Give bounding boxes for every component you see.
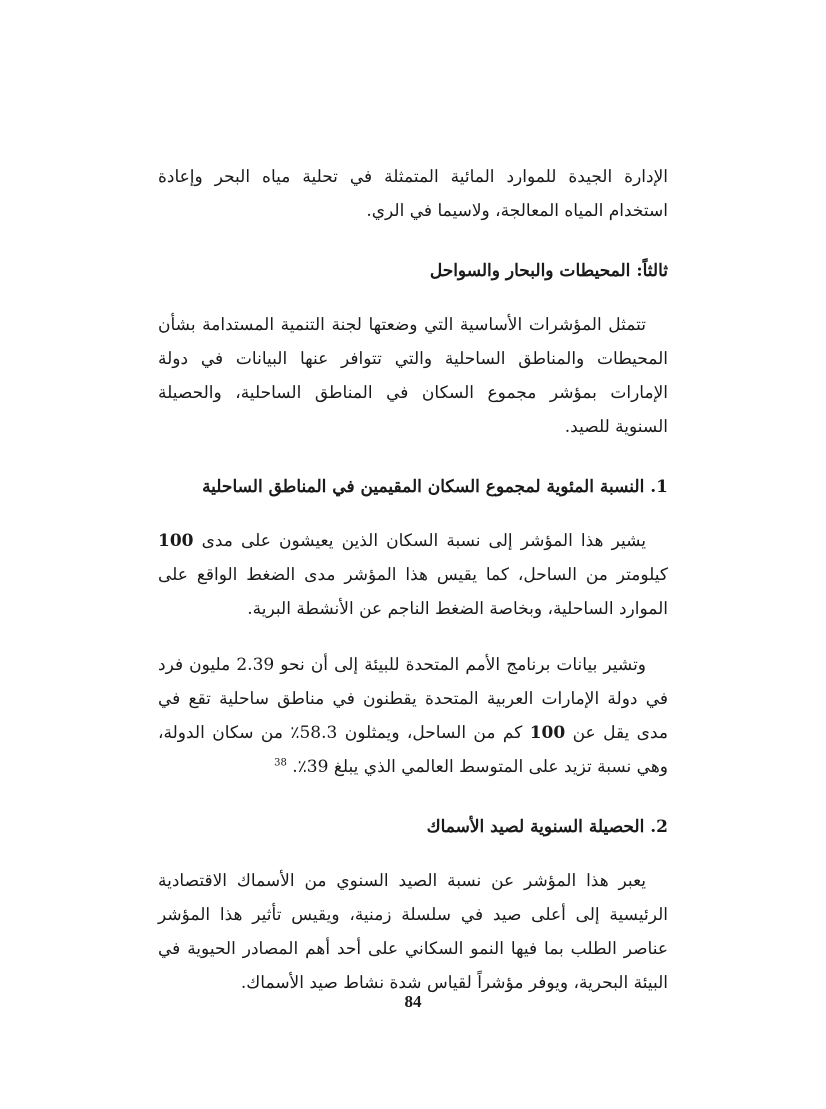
text-run: كم من الساحل، ويمثلون 58.3٪ من سكان الدولة، وهي نسبة تزيد على المتوسط العالمي الذي يبلغ 39٪. [158, 723, 668, 777]
intro-paragraph: الإدارة الجيدة للموارد المائية المتمثلة في تحلية مياه البحر وإعادة استخدام المياه المعالجة، ولاسيما في الري. [158, 167, 668, 221]
text-run: وتشير بيانات برنامج الأمم المتحدة للبيئة إلى أن نحو 2.39 مليون فرد في دولة الإمارات العربية المتحدة يقطنون في مناطق ساحلية تقع في مدى يقل عن [158, 655, 669, 743]
spacer [158, 502, 668, 524]
section-heading-oceans: ثالثاً: المحيطات والبحار والسواحل [429, 261, 668, 281]
spacer [158, 286, 668, 308]
paragraph-unep-data [158, 648, 668, 784]
spacer [158, 626, 668, 648]
distance-value: 100 [529, 723, 566, 743]
section-paragraph-oceans: تتمثل المؤشرات الأساسية التي وضعتها لجنة التنمية المستدامة بشأن المحيطات والمناطق الساحلية والتي تتوافر عنها البيانات في دولة الإمارات بمؤشر مجموع السكان في المناطق الساحلية، والحصيلة السنوية للصيد. [158, 315, 668, 437]
spacer [158, 228, 668, 256]
distance-value: 100 [158, 531, 194, 551]
page-body [158, 160, 668, 1000]
spacer [158, 444, 668, 472]
paragraph-fish-catch: يعبر هذا المؤشر عن نسبة الصيد السنوي من الأسماك الاقتصادية الرئيسية إلى أعلى صيد في سلسلة زمنية، ويقيس تأثير هذا المؤشر عناصر الطلب بما فيها النمو السكاني على أحد أهم المصادر الحيوية في البيئة البحرية، ويوفر مؤشراً لقياس شدة نشاط صيد الأسماك. [158, 871, 668, 993]
text-run: كيلومتر من الساحل، كما يقيس هذا المؤشر مدى الضغط الواقع على الموارد الساحلية، وبخاصة الضغط الناجم عن الأنشطة البرية. [158, 565, 668, 619]
spacer [158, 842, 668, 864]
page-number: 84 [404, 992, 422, 1011]
subheading-coastal-population: 1. النسبة المئوية لمجموع السكان المقيمين في المناطق الساحلية [202, 477, 668, 497]
text-run: يشير هذا المؤشر إلى نسبة السكان الذين يعيشون على مدى [201, 531, 646, 551]
spacer [158, 784, 668, 812]
footnote-marker: 38 [274, 757, 287, 769]
paragraph-coastal-indicator [158, 524, 668, 626]
subheading-fish-catch: 2. الحصيلة السنوية لصيد الأسماك [426, 817, 668, 837]
